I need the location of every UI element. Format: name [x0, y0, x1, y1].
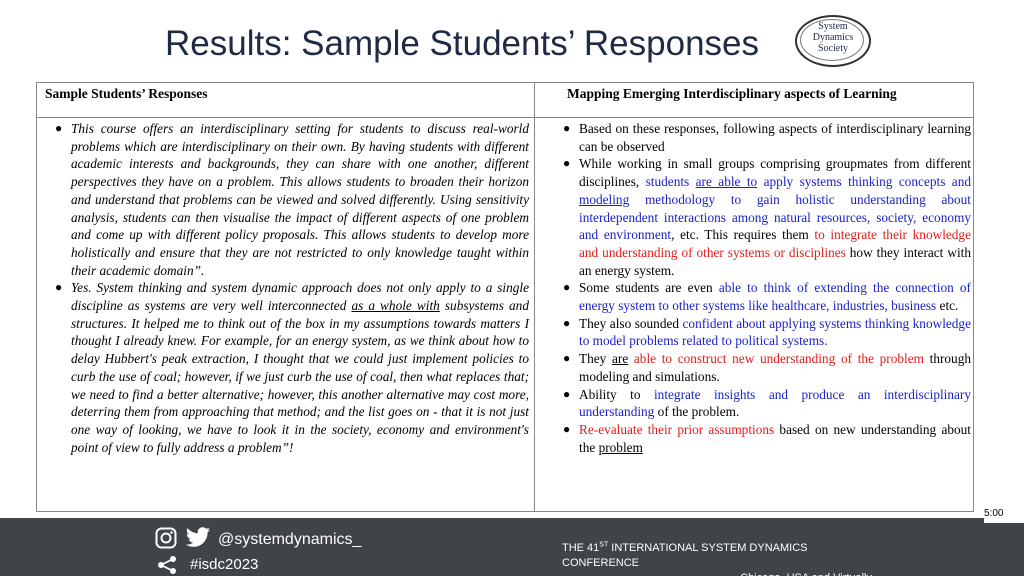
- bullet-icon: ●: [563, 315, 571, 330]
- student-response-2-text-b: as a whole with: [351, 298, 440, 314]
- aspect-7-text-a: Re-evaluate their prior assumptions: [579, 421, 775, 437]
- aspect-2-text-b4: modeling: [579, 191, 630, 207]
- conference-info: [562, 537, 872, 586]
- aspect-3-text-a: Some students are even: [579, 280, 719, 296]
- aspect-2-text-e: how they interact with an energy system.: [579, 244, 971, 278]
- system-dynamics-society-logo: [795, 15, 871, 67]
- aspect-1-text: Based on these responses, following aspects of interdisciplinary learning can be observed: [579, 121, 971, 154]
- aspect-item-6: [559, 386, 971, 421]
- learning-aspects-column: [559, 120, 971, 456]
- aspect-5-text-e: through modeling and simulations.: [579, 351, 971, 384]
- bullet-icon: ●: [563, 351, 571, 366]
- right-column-header: Mapping Emerging Interdisciplinary aspects of Learning: [567, 86, 897, 101]
- aspect-6-text-b: integrate insights and produce an interdisciplinary understanding: [579, 386, 971, 420]
- aspect-7-text-c: problem: [598, 439, 643, 455]
- aspect-5-text-c: able to: [628, 351, 673, 367]
- aspect-5-text-a: They: [579, 351, 612, 367]
- instagram-icon[interactable]: [155, 527, 177, 549]
- aspect-item-5: [559, 350, 971, 385]
- aspect-4-text-a: They also sounded: [579, 315, 683, 331]
- aspect-5-text-d: construct new understanding of the problem: [672, 351, 924, 367]
- aspect-item-7: [559, 421, 971, 456]
- aspect-2-text-b2: are able to: [695, 174, 758, 190]
- logo-line-3: Society: [818, 43, 848, 54]
- aspect-2-text-b3: apply systems thinking concepts and: [757, 174, 971, 190]
- aspect-item-3: [559, 279, 971, 314]
- aspect-item-1: [559, 120, 971, 155]
- student-response-2: [51, 279, 529, 456]
- timer-underline: [984, 522, 1024, 523]
- student-response-1-text: This course offers an interdisciplinary setting for students to discuss real-world problems which are interdisciplinary on their own. By having students with different academic interests and backgrounds, they can share with one another, different perspectives they have on a problem. This allows students to broaden their horizon and understand that problems can be viewed and solved differently. Using sensitivity analysis, students can then visualise the impact of different aspects of one problem and come up with different policy proposals. This allows students to develop more holistically and ensure that they are not restricted to only knowledge taught within their academic domain”.: [71, 121, 529, 278]
- student-response-2-text-c: subsystems and structures. It helped me to think out of the box in my assumptions towards matters I thought I already knew. For example, for an energy system, as we think about how to delay Hubbert's peak extraction, I thought that we could just implement policies to curb the use of coal; however, if we just curb the use of coal, then what replaces that; we need to find a better alternative; however, this another alternative may cost more, deterring them from approaching that method; and the list goes on - that it is not just one way of looking, we have to look it in the society, economy and environment's point of view to fully address a problem”!: [71, 298, 529, 455]
- bullet-icon: ●: [563, 386, 571, 401]
- twitter-icon[interactable]: [184, 527, 212, 549]
- logo-text: [795, 21, 871, 54]
- logo-line-2: Dynamics: [812, 32, 854, 43]
- logo-line-1: System: [818, 21, 848, 32]
- conference-name-post: INTERNATIONAL SYSTEM DYNAMICS CONFERENCE: [562, 541, 808, 569]
- responses-table: [36, 82, 974, 512]
- aspect-4-text-b: confident about applying systems thinking knowledge to model problems related to political systems.: [579, 315, 971, 349]
- countdown-timer: 5:00: [984, 508, 1004, 519]
- bullet-icon: ●: [55, 121, 63, 135]
- share-icon[interactable]: [156, 555, 178, 575]
- bullet-icon: ●: [563, 121, 571, 135]
- aspect-3-text-b: able to think of extending the connection of energy system to other systems like healthcare, industries, business: [579, 280, 971, 314]
- aspect-6-text-a: Ability to: [579, 386, 654, 402]
- slide-title: Results: Sample Students’ Responses: [165, 24, 760, 63]
- aspect-3-text-c: etc.: [936, 298, 959, 314]
- student-responses-column: [51, 120, 529, 456]
- aspect-item-2: [559, 155, 971, 279]
- bullet-icon: ●: [563, 421, 571, 436]
- aspect-2-text-a: While working in small groups comprising groupmates from different disciplines,: [579, 156, 971, 190]
- aspect-2-text-b5: methodology to gain holistic understanding about interdependent interactions among natural resources, society, economy and environment: [579, 191, 971, 243]
- column-divider: [534, 83, 535, 511]
- social-handle[interactable]: @systemdynamics_: [218, 531, 362, 548]
- bullet-icon: ●: [563, 280, 571, 295]
- aspect-2-text-b1: students: [645, 174, 696, 190]
- aspect-5-text-b: are: [612, 351, 629, 367]
- aspect-7-text-b: based on new understanding about the: [579, 421, 971, 455]
- bullet-icon: ●: [55, 280, 63, 295]
- conference-hashtag[interactable]: #isdc2023: [190, 556, 259, 573]
- conference-name-pre: THE 41: [562, 541, 600, 554]
- conference-name: [562, 542, 808, 569]
- left-column-header: Sample Students’ Responses: [45, 86, 208, 101]
- bullet-icon: ●: [563, 156, 571, 171]
- aspect-6-text-c: of the problem.: [654, 404, 740, 420]
- conference-location: Chicago, USA and Virtually: [740, 571, 872, 584]
- aspect-item-4: [559, 315, 971, 350]
- aspect-2-text-d: to integrate their knowledge and understanding of other systems or disciplines: [579, 227, 971, 260]
- header-divider: [37, 117, 973, 118]
- student-response-2-text-a: Yes. System thinking and system dynamic approach does not only apply to a single discipline as systems are very well interconnected: [71, 280, 529, 314]
- conference-name-sup: ST: [599, 541, 609, 548]
- aspect-2-text-c: , etc. This requires them: [671, 227, 815, 243]
- student-response-1: [51, 120, 529, 279]
